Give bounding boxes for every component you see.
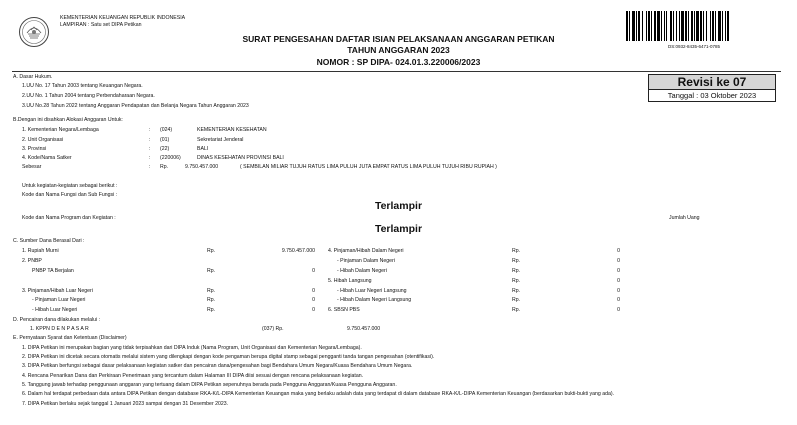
section-e-title: E. Pernyataan Syarat dan Ketentuan (Disclaimer) bbox=[13, 335, 127, 341]
document-title: SURAT PENGESAHAN DAFTAR ISIAN PELAKSANAAN ANGGARAN PETIKAN bbox=[242, 34, 555, 44]
revision-label: Revisi ke 07 bbox=[648, 74, 776, 90]
funding-value: 0 bbox=[617, 258, 620, 264]
funding-label: 4. Pinjaman/Hibah Dalam Negeri bbox=[328, 248, 404, 254]
funding-value: 0 bbox=[617, 288, 620, 294]
disclaimer-item: 6. Dalam hal terdapat perbedaan data antara DIPA Petikan dengan database RKA-K/L-DIPA Kementerian Keuangan maka yang berlaku adalah data yang terdapat di dalam database RKA-K/L-DIPA Kementerian Keuangan (berdasarkan bukti-bukti yang ada). bbox=[22, 391, 615, 397]
header-divider bbox=[12, 71, 781, 72]
funding-label: - Hibah Luar Negeri bbox=[32, 307, 78, 313]
funding-label: - Pinjaman Luar Negeri bbox=[32, 297, 86, 303]
funding-currency: Rp. bbox=[512, 307, 521, 313]
program-label: Kode dan Nama Program dan Kegiatan : bbox=[22, 215, 116, 221]
row-value: Sekretariat Jenderal bbox=[197, 137, 244, 143]
row-sep: : bbox=[149, 155, 151, 161]
disclaimer-item: 5. Tanggung jawab terhadap penggunaan anggaran yang tertuang dalam DIPA Petikan sepenuhnya berada pada Pengguna Anggaran/Kuasa Pengguna Anggaran. bbox=[22, 382, 397, 388]
funding-value: 9.750.457.000 bbox=[281, 248, 315, 254]
funding-currency: Rp. bbox=[207, 297, 216, 303]
terlampir-program: Terlampir bbox=[374, 223, 423, 235]
funding-currency: Rp. bbox=[512, 297, 521, 303]
function-label: Kode dan Nama Fungsi dan Sub Fungsi : bbox=[22, 192, 118, 198]
section-b-title: B.Dengan ini disahkan Alokasi Anggaran Untuk: bbox=[13, 117, 123, 123]
attachment-note: LAMPIRAN : Satu set DIPA Petikan bbox=[60, 22, 142, 28]
funding-label: - Hibah Dalam Negeri Langsung bbox=[337, 297, 412, 303]
funding-currency: Rp. bbox=[207, 248, 216, 254]
funding-value: 0 bbox=[312, 307, 315, 313]
row-sep: : bbox=[149, 137, 151, 143]
row-value: KEMENTERIAN KESEHATAN bbox=[197, 127, 267, 133]
funding-value: 0 bbox=[617, 248, 620, 254]
row-value: BALI bbox=[197, 146, 209, 152]
funding-value: 0 bbox=[312, 297, 315, 303]
legal-basis-item: 2.UU No. 1 Tahun 2004 tentang Perbendaharaan Negara. bbox=[22, 93, 155, 99]
funding-currency: Rp. bbox=[207, 288, 216, 294]
disclaimer-item: 3. DIPA Petikan berfungsi sebagai dasar pelaksanaan kegiatan satker dan pencairan dana/pengesahan bagi Bendahara Umum Negara/Kuasa Bendahara Umum Negara. bbox=[22, 363, 413, 369]
row-code: (220006) bbox=[160, 155, 181, 161]
funding-value: 0 bbox=[617, 268, 620, 274]
funding-value: 0 bbox=[617, 278, 620, 284]
funding-currency: Rp. bbox=[512, 258, 521, 264]
sebesar-words: ( SEMBILAN MILIAR TUJUH RATUS LIMA PULUH JUTA EMPAT RATUS LIMA PULUH TUJUH RIBU RUPIAH ) bbox=[240, 164, 497, 170]
row-code: (024) bbox=[160, 127, 173, 133]
section-c-title: C. Sumber Dana Berasal Dari : bbox=[13, 238, 85, 244]
sebesar-sep: : bbox=[149, 164, 151, 170]
legal-basis-item: 3.UU No.28 Tahun 2022 tentang Anggaran Pendapatan dan Belanja Negara Tahun Anggaran 2023 bbox=[22, 103, 249, 109]
funding-value: 0 bbox=[617, 307, 620, 313]
funding-currency: Rp. bbox=[207, 307, 216, 313]
barcode-icon bbox=[626, 11, 773, 41]
funding-label: 3. Pinjaman/Hibah Luar Negeri bbox=[22, 288, 93, 294]
funding-value: 0 bbox=[312, 288, 315, 294]
funding-label: - Hibah Dalam Negeri bbox=[337, 268, 387, 274]
disclaimer-item: 7. DIPA Petikan berlaku sejak tanggal 1 Januari 2023 sampai dengan 31 Desember 2023. bbox=[22, 401, 229, 407]
sebesar-currency: Rp. bbox=[160, 164, 169, 170]
funding-label: - Hibah Luar Negeri Langsung bbox=[337, 288, 407, 294]
terlampir-function: Terlampir bbox=[374, 200, 423, 212]
funding-currency: Rp. bbox=[512, 248, 521, 254]
disclaimer-item: 2. DIPA Petikan ini dicetak secara otomatis melalui sistem yang dilengkapi dengan kode pengaman berupa digital stamp sebagai pengganti tanda tangan pengesahan (otentifikasi). bbox=[22, 354, 435, 360]
section-a-title: A. Dasar Hukum. bbox=[13, 74, 53, 80]
kppn-code: (037) Rp. bbox=[262, 326, 284, 332]
barcode-text: DS:0932-8435-6471-0785 bbox=[668, 44, 721, 49]
funding-label: 2. PNBP bbox=[22, 258, 42, 264]
revision-box bbox=[648, 74, 776, 104]
row-sep: : bbox=[149, 127, 151, 133]
kppn-amount: 9.750.457.000 bbox=[347, 326, 381, 332]
amount-column-label: Jumlah Uang bbox=[669, 215, 700, 221]
funding-label: PNBP TA Berjalan bbox=[32, 268, 74, 274]
kppn-name: 1. KPPN D E N P A S A R bbox=[30, 326, 89, 332]
funding-label: 6. SBSN PBS bbox=[328, 307, 360, 313]
funding-label: - Pinjaman Dalam Negeri bbox=[337, 258, 395, 264]
document-number: NOMOR : SP DIPA- 024.01.3.220006/2023 bbox=[316, 57, 481, 67]
funding-currency: Rp. bbox=[512, 268, 521, 274]
activities-label: Untuk kegiatan-kegiatan sebagai berikut : bbox=[22, 183, 118, 189]
row-code: (22) bbox=[160, 146, 170, 152]
row-label: 2. Unit Organisasi bbox=[22, 137, 64, 143]
funding-label: 5. Hibah Langsung bbox=[328, 278, 372, 284]
revision-date: Tanggal : 03 Oktober 2023 bbox=[648, 90, 776, 102]
row-label: 4. Kode/Nama Satker bbox=[22, 155, 72, 161]
sebesar-label: Sebesar bbox=[22, 164, 42, 170]
ministry-name: KEMENTERIAN KEUANGAN REPUBLIK INDONESIA bbox=[60, 15, 186, 21]
funding-currency: Rp. bbox=[207, 268, 216, 274]
disclaimer-item: 4. Rencana Penarikan Dana dan Perkiraan Penerimaan yang tercantum dalam Halaman III DIPA diisi sesuai dengan rencana pelaksanaan kegiatan. bbox=[22, 373, 364, 379]
funding-value: 0 bbox=[617, 297, 620, 303]
funding-value: 0 bbox=[312, 268, 315, 274]
row-sep: : bbox=[149, 146, 151, 152]
legal-basis-item: 1.UU No. 17 Tahun 2003 tentang Keuangan Negara. bbox=[22, 83, 143, 89]
funding-currency: Rp. bbox=[512, 288, 521, 294]
funding-label: 1. Rupiah Murni bbox=[22, 248, 59, 254]
disclaimer-item: 1. DIPA Petikan ini merupakan bagian yang tidak terpisahkan dari DIPA Induk (Nama Program, Unit Organisasi dan Kementerian Negara/Lembaga). bbox=[22, 345, 362, 351]
fiscal-year: TAHUN ANGGARAN 2023 bbox=[347, 45, 450, 55]
section-d-title: D. Pencairan dana dilakukan melalui : bbox=[13, 317, 101, 323]
funding-currency: Rp. bbox=[512, 278, 521, 284]
row-code: (01) bbox=[160, 137, 170, 143]
row-label: 1. Kementerian Negara/Lembaga bbox=[22, 127, 99, 133]
row-label: 3. Provinsi bbox=[22, 146, 47, 152]
row-value: DINAS KESEHATAN PROVINSI BALI bbox=[197, 155, 284, 161]
sebesar-amount: 9.750.457.000 bbox=[185, 164, 219, 170]
